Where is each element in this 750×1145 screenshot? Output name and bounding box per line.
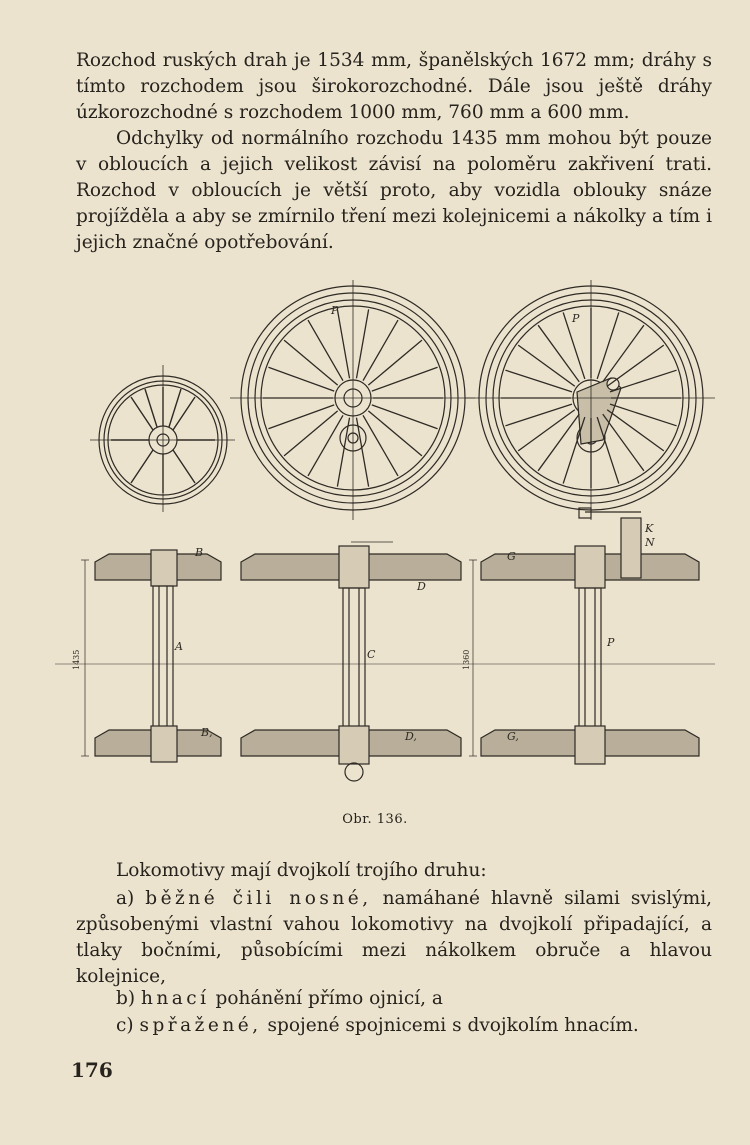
label-axle-a: A (175, 640, 183, 653)
wheel-spoke (356, 309, 368, 378)
wheel-spoke (563, 417, 585, 484)
label-tire-g: G (507, 550, 516, 563)
wheel-spoke (368, 411, 422, 456)
item-a-term: běžné čili nosné, (145, 888, 372, 909)
wheel-spoke (284, 340, 338, 385)
wheel-spoke (505, 370, 572, 392)
wheel-spoke (518, 345, 575, 386)
label-wheel-p-mid: P (331, 304, 339, 317)
wheel-spoke (597, 312, 619, 379)
label-crank-n: N (645, 536, 655, 549)
item-c-text: spojené spojnicemi s dvojkolím hnacím. (261, 1015, 639, 1036)
wheel-spoke (505, 404, 572, 426)
label-tire-b: B (195, 546, 204, 559)
wheel-spoke (610, 404, 677, 426)
label-crank-k: K (645, 522, 654, 535)
wheel-spoke (308, 320, 343, 381)
wheel-spoke (603, 325, 644, 382)
wheel-spoke (607, 345, 664, 386)
dim-1360: 1360 (462, 649, 471, 670)
wheel-spoke (308, 415, 343, 476)
label-tire-d: D (417, 580, 426, 593)
item-b-term: hnací (140, 988, 210, 1009)
wheel-spoke (363, 415, 398, 476)
item-c-lead: c) (116, 1015, 140, 1036)
item-b-lead: b) (116, 988, 141, 1009)
wheel-spoke (368, 340, 422, 385)
wheel-spoke (538, 414, 579, 471)
wheel-spoke (372, 367, 438, 391)
dim-1435: 1435 (72, 649, 81, 670)
carrying-wheel-side-view (90, 365, 235, 512)
wheel-spoke (356, 418, 368, 487)
wheel-spoke (268, 405, 334, 429)
driving-wheelset-plan (481, 508, 699, 764)
item-a-text: namáhané hlavně silami svislými, způsobenými vlastní vahou lokomotivy na dvojkolí připadající, a tlaky bočními, působícími mezi nákolkem obruče a hlavou kolejnice, (76, 888, 712, 987)
wheel-spoke (610, 370, 677, 392)
coupled-wheelset-plan (241, 546, 461, 781)
label-tire-g1: G, (507, 730, 519, 743)
wheel-spoke (518, 410, 575, 451)
wheel-spoke (268, 367, 334, 391)
wheelset-drawing (55, 280, 715, 810)
item-b-text: pohánění přímo ojnicí, a (209, 988, 443, 1009)
wheel-spoke (538, 325, 579, 382)
label-tire-b1: B, (201, 726, 213, 739)
wheel-spoke (607, 410, 664, 451)
wheel-spoke (603, 414, 644, 471)
paragraph-item-c (76, 1013, 712, 1039)
page-number: 176 (71, 1058, 113, 1082)
paragraph-gauge-deviations: Odchylky od normálního rozchodu 1435 mm mohou být pouze v obloucích a jejich velikost závisí na poloměru zakřivení trati. Rozchod v obloucích je větší proto, aby vozidla oblouky snáze projížděla a aby se zmírnilo tření mezi kolejnicemi a nákolky a tím i jejich značné opotřebování. (76, 128, 712, 253)
wheel-spoke (337, 418, 349, 487)
wheel-spoke (372, 405, 438, 429)
paragraph-wheelset-types: Lokomotivy mají dvojkolí trojího druhu: (116, 860, 487, 881)
item-c-term: spřažené, (139, 1015, 262, 1036)
wheel-spoke (363, 320, 398, 381)
figure-caption: Obr. 136. (342, 812, 408, 827)
wheel-spoke (337, 309, 349, 378)
paragraph-item-b (76, 986, 712, 1012)
wheel-spoke (284, 411, 338, 456)
paragraph-item-a (76, 886, 712, 990)
label-axle-p: P (607, 636, 615, 649)
coupled-wheel-side-view (230, 280, 475, 520)
label-axle-c: C (367, 648, 376, 661)
paragraph-gauges: Rozchod ruských drah je 1534 mm, španělských 1672 mm; dráhy s tímto rozchodem jsou širokorozchodné. Dále jsou ještě dráhy úzkorozchodné s rozchodem 1000 mm, 760 mm a 600 mm. (76, 50, 712, 123)
label-tire-d1: D, (405, 730, 417, 743)
driving-wheel-side-view (465, 280, 715, 520)
item-a-lead: a) (116, 888, 146, 909)
label-wheel-p-right: P (572, 312, 580, 325)
